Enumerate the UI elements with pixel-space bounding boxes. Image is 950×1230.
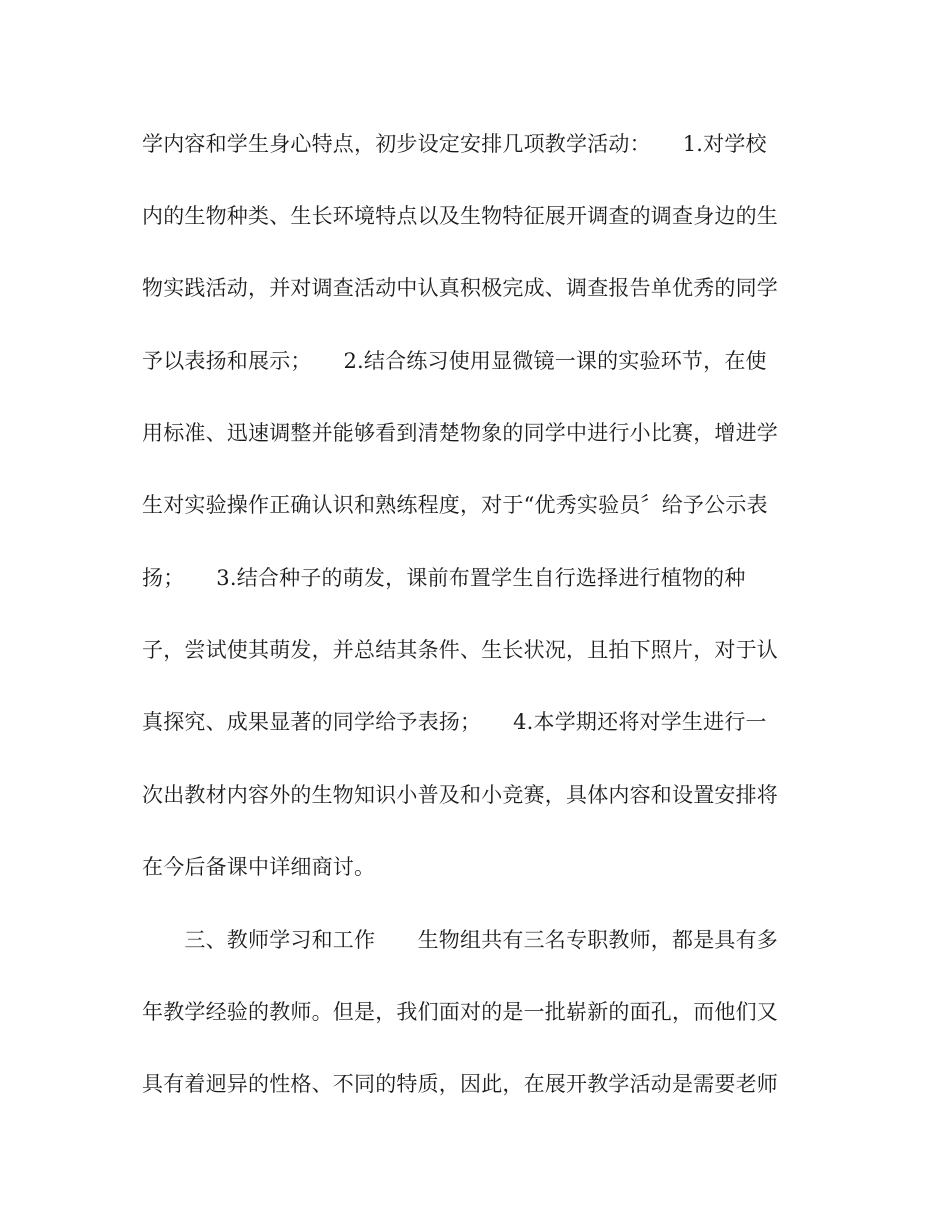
text-line-5: 用标准、迅速调整并能够看到清楚物象的同学中进行小比赛，增进学 bbox=[142, 421, 778, 445]
text-line-9: 真探究、成果显著的同学给予表扬； 4.本学期还将对学生进行一 bbox=[142, 710, 767, 734]
text-line-12: 三、教师学习和工作 生物组共有三名专职教师，都是具有多 bbox=[142, 928, 778, 952]
text-line-6: 生对实验操作正确认识和熟练程度，对于“优秀实验员〞给予公示表 bbox=[142, 493, 768, 517]
text-line-7: 扬； 3.结合种子的萌发，课前布置学生自行选择进行植物的种 bbox=[142, 566, 746, 590]
text-line-4: 予以表扬和展示； 2.结合练习使用显微镜一课的实验环节，在使 bbox=[142, 349, 767, 373]
text-line-2: 内的生物种类、生长环境特点以及生物特征展开调查的调查身边的生 bbox=[142, 204, 778, 228]
text-line-13: 年教学经验的教师。但是，我们面对的是一批崭新的面孔，而他们又 bbox=[142, 1000, 778, 1024]
text-line-14: 具有着迥异的性格、不同的特质，因此，在展开教学活动是需要老师 bbox=[142, 1072, 778, 1096]
text-line-3: 物实践活动，并对调查活动中认真积极完成、调查报告单优秀的同学 bbox=[142, 276, 778, 300]
text-line-8: 子，尝试使其萌发，并总结其条件、生长状况，且拍下照片，对于认 bbox=[142, 638, 778, 662]
text-line-1: 学内容和学生身心特点，初步设定安排几项教学活动： 1.对学校 bbox=[142, 132, 767, 156]
text-line-11: 在今后备课中详细商讨。 bbox=[142, 855, 376, 879]
text-line-10: 次出教材内容外的生物知识小普及和小竞赛，具体内容和设置安排将 bbox=[142, 783, 778, 807]
